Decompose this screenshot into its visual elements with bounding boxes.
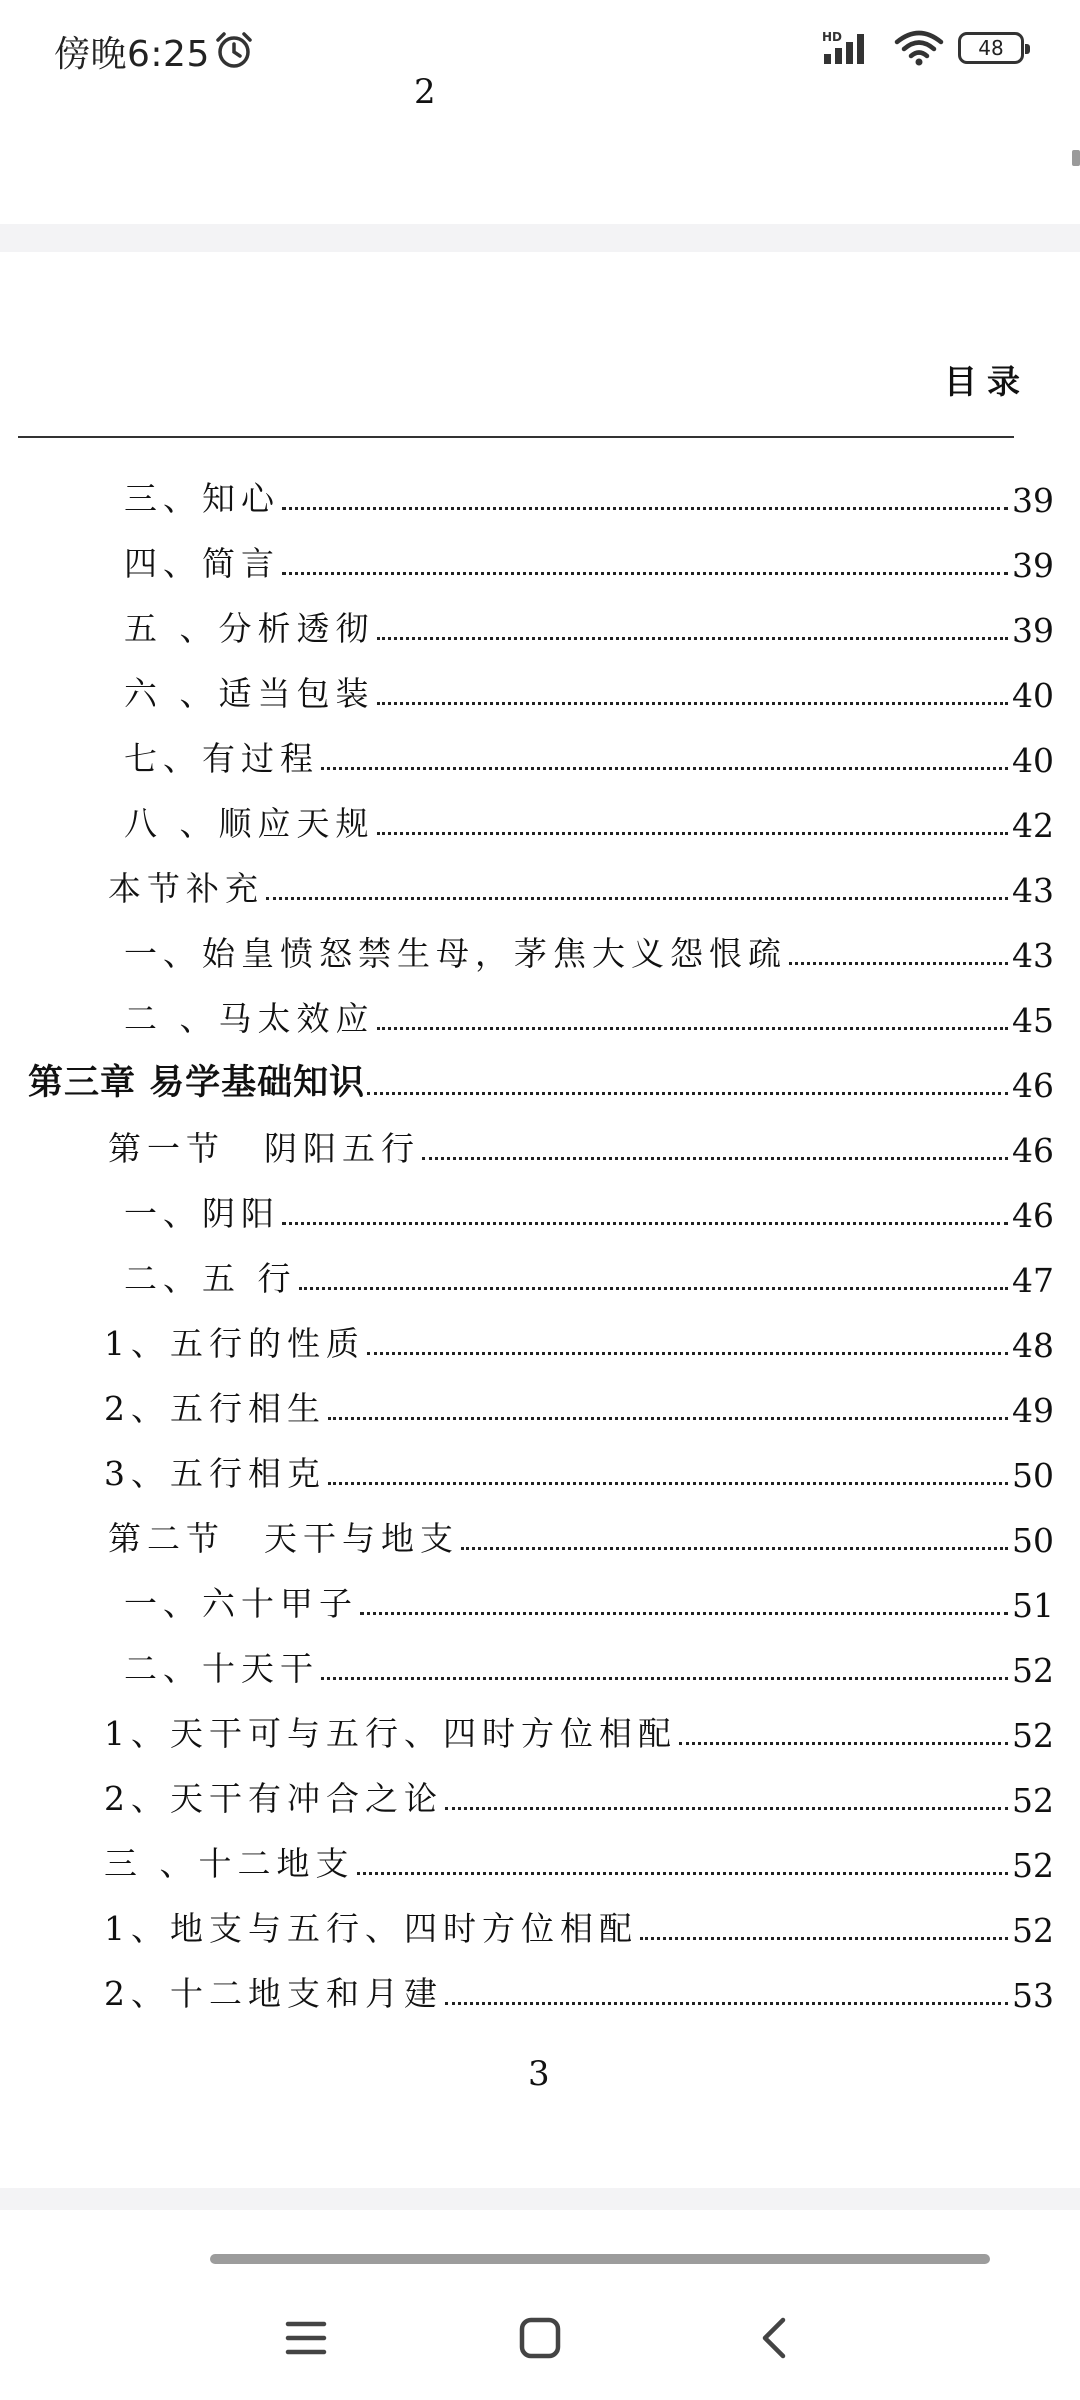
- toc-entry-label: 1、五行的性质: [104, 1324, 365, 1363]
- toc-leader: [321, 767, 1008, 770]
- alarm-icon: [214, 30, 254, 70]
- toc-entry-label: 三 、十二地支: [104, 1844, 355, 1883]
- toc-entry[interactable]: [124, 728, 1054, 780]
- toc-entry-page: 52: [1012, 1846, 1054, 1885]
- toc-entry[interactable]: [104, 1768, 1054, 1820]
- toc-entry-label: 第一节 阴阳五行: [108, 1129, 420, 1168]
- toc-entry-label: 第三章 易学基础知识: [28, 1063, 366, 1103]
- status-bar: [0, 0, 1080, 100]
- toc-entry-label: 一、阴阳: [124, 1194, 280, 1233]
- navigation-bar: [0, 2270, 1080, 2400]
- vertical-scroll-indicator[interactable]: [1072, 150, 1080, 166]
- toc-entry-label: 2、十二地支和月建: [104, 1974, 443, 2013]
- toc-entry-label: 一、六十甲子: [124, 1584, 358, 1623]
- battery-icon: [958, 32, 1024, 64]
- toc-leader: [360, 1612, 1008, 1615]
- toc-entry-label: 四、简言: [124, 544, 280, 583]
- toc-entry-page: 46: [1012, 1131, 1054, 1170]
- toc-leader: [328, 1417, 1008, 1420]
- menu-icon: [284, 2318, 328, 2358]
- toc-entry[interactable]: [124, 923, 1054, 975]
- toc-entry-page: 50: [1012, 1521, 1054, 1560]
- battery-level: 48: [978, 36, 1004, 60]
- toc-leader: [299, 1287, 1009, 1290]
- toc-chapter-entry[interactable]: [28, 1053, 1054, 1105]
- home-button[interactable]: [512, 2310, 568, 2366]
- toc-entry-page: 48: [1012, 1326, 1054, 1365]
- toc-entry-page: 39: [1012, 481, 1054, 520]
- toc-leader: [282, 1222, 1008, 1225]
- toc-entry[interactable]: [108, 858, 1054, 910]
- toc-entry-label: 六 、适当包装: [124, 674, 375, 713]
- status-icons: [820, 28, 1024, 68]
- toc-entry-label: 一、始皇愤怒禁生母，茅焦大义怨恨疏: [124, 934, 787, 973]
- toc-entry[interactable]: [104, 1898, 1054, 1950]
- menu-button[interactable]: [278, 2310, 334, 2366]
- toc-entry-label: 1、天干可与五行、四时方位相配: [104, 1714, 677, 1753]
- hd-signal-icon: [820, 28, 880, 68]
- toc-entry[interactable]: [108, 1118, 1054, 1170]
- toc-entry[interactable]: [104, 1443, 1054, 1495]
- toc-leader: [282, 507, 1008, 510]
- toc-entry-label: 2、五行相生: [104, 1389, 326, 1428]
- toc-leader: [789, 962, 1008, 965]
- toc-leader: [445, 1807, 1008, 1810]
- toc-leader: [377, 1027, 1009, 1030]
- toc-leader: [282, 572, 1008, 575]
- toc-entry[interactable]: [124, 598, 1054, 650]
- toc-leader: [266, 897, 1008, 900]
- toc-entry-label: 本节补充: [108, 869, 264, 908]
- toc-entry-label: 2、天干有冲合之论: [104, 1779, 443, 1818]
- toc-leader: [422, 1157, 1008, 1160]
- toc-leader: [640, 1937, 1008, 1940]
- document-page: [0, 252, 1080, 2188]
- toc-entry-label: 八 、顺应天规: [124, 804, 375, 843]
- toc-leader: [377, 702, 1009, 705]
- toc-entry[interactable]: [124, 988, 1054, 1040]
- toc-entry-label: 二 、马太效应: [124, 999, 375, 1038]
- toc-entry-label: 三、知心: [124, 479, 280, 518]
- toc-entry-page: 40: [1012, 676, 1054, 715]
- header-divider: [18, 436, 1014, 438]
- toc-leader: [679, 1742, 1008, 1745]
- toc-entry-page: 40: [1012, 741, 1054, 780]
- toc-leader: [321, 1677, 1008, 1680]
- toc-entry-page: 53: [1012, 1976, 1054, 2015]
- toc-entry-label: 七、有过程: [124, 739, 319, 778]
- toc-entry-label: 3、五行相克: [104, 1454, 326, 1493]
- toc-entry-page: 43: [1012, 871, 1054, 910]
- toc-leader: [377, 832, 1009, 835]
- toc-entry-page: 39: [1012, 611, 1054, 650]
- toc-entry[interactable]: [124, 468, 1054, 520]
- toc-entry-label: 二、十天干: [124, 1649, 319, 1688]
- toc-entry[interactable]: [124, 1248, 1054, 1300]
- toc-leader: [377, 637, 1009, 640]
- toc-entry-page: 52: [1012, 1781, 1054, 1820]
- toc-entry-page: 49: [1012, 1391, 1054, 1430]
- toc-entry-label: 二、五 行: [124, 1259, 297, 1298]
- toc-entry[interactable]: [124, 533, 1054, 585]
- page-number: 3: [528, 2054, 550, 2094]
- toc-leader: [357, 1872, 1009, 1875]
- previous-page: [0, 72, 1080, 224]
- toc-leader: [445, 2002, 1008, 2005]
- toc-entry[interactable]: [124, 663, 1054, 715]
- toc-leader: [367, 1352, 1008, 1355]
- toc-entry-page: 46: [1012, 1196, 1054, 1235]
- toc-entry-page: 45: [1012, 1001, 1054, 1040]
- toc-entry[interactable]: [124, 1573, 1054, 1625]
- toc-entry-label: 1、地支与五行、四时方位相配: [104, 1909, 638, 1948]
- toc-entry[interactable]: [108, 1508, 1054, 1560]
- toc-entry-page: 46: [1012, 1066, 1054, 1105]
- toc-leader: [461, 1547, 1008, 1550]
- toc-entry-page: 42: [1012, 806, 1054, 845]
- status-time: 傍晚6:25: [54, 34, 210, 75]
- toc-entry[interactable]: [104, 1378, 1054, 1430]
- toc-entry[interactable]: [104, 1963, 1054, 2015]
- toc-entry[interactable]: [124, 1183, 1054, 1235]
- toc-entry-label: 五 、分析透彻: [124, 609, 375, 648]
- toc-entry-page: 43: [1012, 936, 1054, 975]
- toc-entry-label: 第二节 天干与地支: [108, 1519, 459, 1558]
- svg-text:HD: HD: [822, 30, 843, 44]
- previous-page-number: 2: [414, 72, 436, 112]
- toc-entry[interactable]: [124, 1638, 1054, 1690]
- page-header-title: 目录: [944, 362, 1030, 401]
- toc-entry-page: 50: [1012, 1456, 1054, 1495]
- home-icon: [518, 2316, 562, 2360]
- back-button[interactable]: [746, 2310, 802, 2366]
- toc-entry-page: 52: [1012, 1716, 1054, 1755]
- toc-entry-page: 51: [1012, 1586, 1054, 1625]
- toc-entry-page: 39: [1012, 546, 1054, 585]
- back-icon: [759, 2316, 789, 2360]
- toc-leader: [328, 1482, 1008, 1485]
- horizontal-scrollbar[interactable]: [210, 2254, 990, 2264]
- toc-entry[interactable]: [104, 1313, 1054, 1365]
- toc-entry-page: 52: [1012, 1651, 1054, 1690]
- toc-entry[interactable]: [124, 793, 1054, 845]
- toc-entry-page: 52: [1012, 1911, 1054, 1950]
- wifi-icon: [894, 28, 944, 68]
- toc-entry-page: 47: [1012, 1261, 1054, 1300]
- toc-leader: [367, 1092, 1008, 1095]
- toc-entry[interactable]: [104, 1703, 1054, 1755]
- toc-entry[interactable]: [104, 1833, 1054, 1885]
